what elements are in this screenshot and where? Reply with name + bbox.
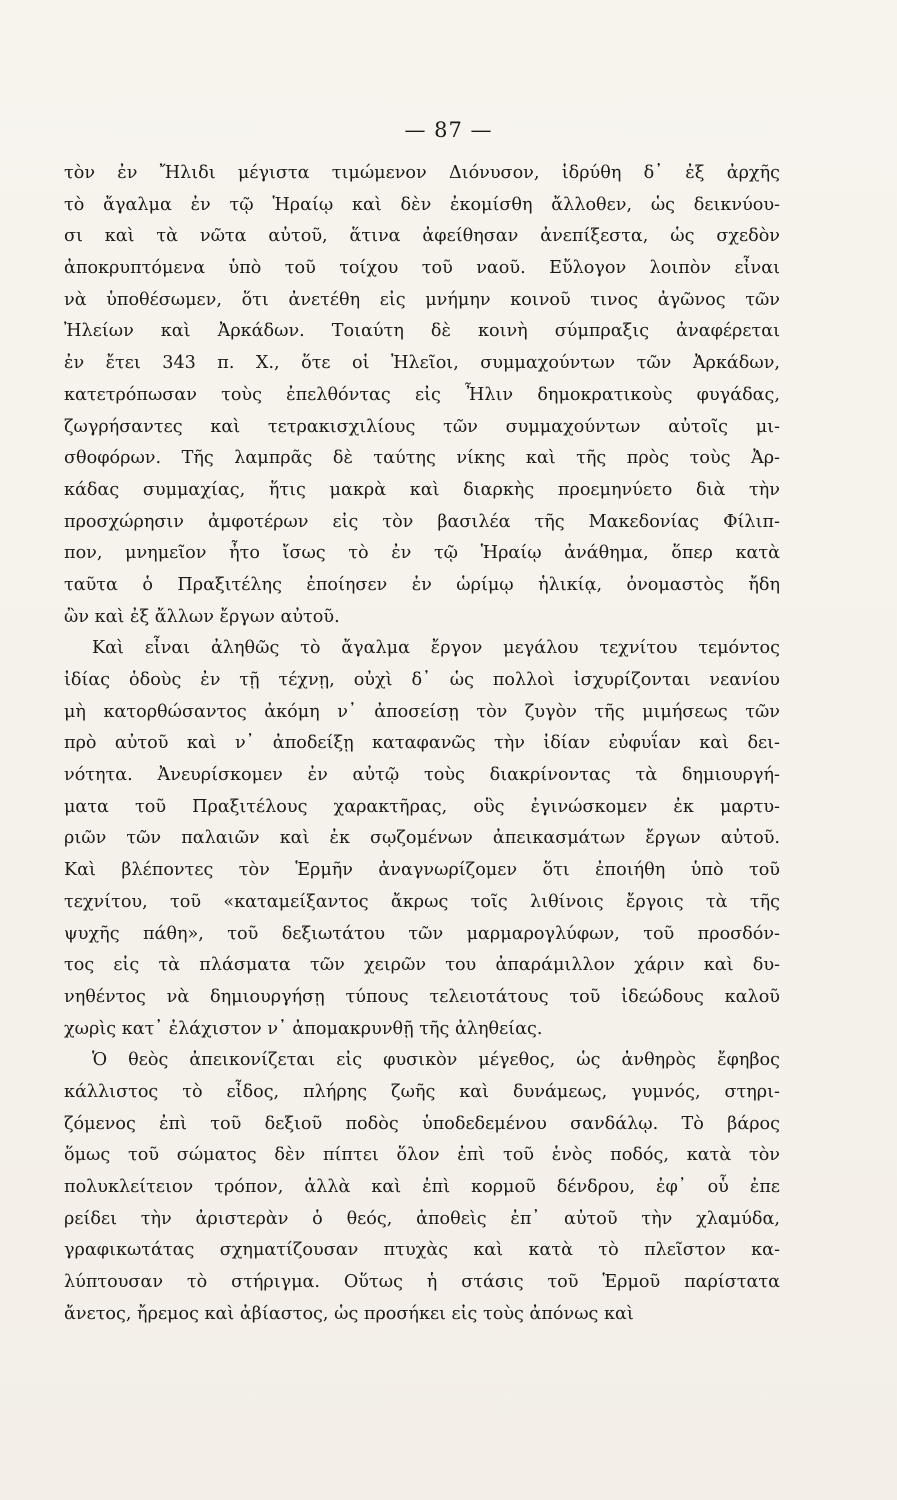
text-line: ρείδει τὴν ἀριστερὰν ὁ θεός, ἀποθεὶς ἐπ᾽ αὐτοῦ τὴν χλαμύδα,: [64, 1208, 780, 1229]
text-line: ὢν καὶ ἐξ ἄλλων ἔργων αὐτοῦ.: [64, 606, 340, 627]
text-line: νηθέντος νὰ δημιουργήσῃ τύπους τελειοτάτους τοῦ ἰδεώδους καλοῦ: [64, 986, 780, 1007]
paragraph: [64, 158, 780, 633]
text-line: ματα τοῦ Πραξιτέλους χαρακτῆρας, οὓς ἐγινώσκομεν ἐκ μαρτυ-: [64, 796, 780, 817]
text-line: Καὶ εἶναι ἀληθῶς τὸ ἄγαλμα ἔργον μεγάλου τεχνίτου τεμόντος: [92, 638, 780, 659]
text-line: προσχώρησιν ἀμφοτέρων εἰς τὸν βασιλέα τῆς Μακεδονίας Φίλιπ-: [64, 511, 780, 532]
text-line: νὰ ὑποθέσωμεν, ὅτι ἀνετέθη εἰς μνήμην κοινοῦ τινος ἀγῶνος τῶν: [64, 289, 780, 310]
text-line: ταῦτα ὁ Πραξιτέλης ἐποίησεν ἐν ὡρίμῳ ἡλικίᾳ, ὀνομαστὸς ἤδη: [64, 574, 780, 595]
text-line: νότητα. Ἀνευρίσκομεν ἐν αὐτῷ τοὺς διακρίνοντας τὰ δημιουργή-: [64, 765, 780, 786]
text-line: ἰδίας ὁδοὺς ἐν τῇ τέχνῃ, οὐχὶ δ᾽ ὡς πολλοὶ ἰσχυρίζονται νεανίου: [64, 670, 780, 690]
text-line: πολυκλείτειον τρόπον, ἀλλὰ καὶ ἐπὶ κορμοῦ δένδρου, ἐφ᾽ οὗ ἐπε: [64, 1177, 780, 1197]
page-number: — 87 —: [404, 118, 493, 142]
text-line: ψυχῆς πάθη», τοῦ δεξιωτάτου τῶν μαρμαρογλύφων, τοῦ προσδόν-: [64, 923, 780, 944]
text-line: κατετρόπωσαν τοὺς ἐπελθόντας εἰς Ἦλιν δημοκρατικοὺς φυγάδας,: [64, 384, 780, 405]
text-line: τος εἰς τὰ πλάσματα τῶν χειρῶν του ἀπαράμιλλον χάριν καὶ δυ-: [64, 955, 780, 976]
text-line: λύπτουσαν τὸ στήριγμα. Οὕτως ἡ στάσις τοῦ Ἑρμοῦ παρίστατα: [64, 1272, 780, 1293]
text-line: μὴ κατορθώσαντος ἀκόμη ν᾽ ἀποσείσῃ τὸν ζυγὸν τῆς μιμήσεως τῶν: [64, 701, 780, 722]
text-line: τὸν ἐν Ἤλιδι μέγιστα τιμώμενον Διόνυσον, ἱδρύθη δ᾽ ἐξ ἀρχῆς: [64, 163, 780, 183]
text-line: πρὸ αὐτοῦ καὶ ν᾽ ἀποδείξῃ καταφανῶς τὴν ἰδίαν εὐφυΐαν καὶ δει-: [64, 733, 780, 754]
text-line: ἐν ἔτει 343 π. Χ., ὅτε οἱ Ἠλεῖοι, συμμαχούντων τῶν Ἀρκάδων,: [64, 353, 780, 374]
text-line: ζωγρήσαντες καὶ τετρακισχιλίους τῶν συμμαχούντων αὐτοῖς μι-: [64, 416, 780, 437]
text-line: κάδας συμμαχίας, ἥτις μακρὰ καὶ διαρκὴς προεμηνύετο διὰ τὴν: [64, 479, 780, 500]
text-line: ριῶν τῶν παλαιῶν καὶ ἐκ σῳζομένων ἀπεικασμάτων ἔργων αὐτοῦ.: [64, 828, 780, 849]
text-line: Ὁ θεὸς ἀπεικονίζεται εἰς φυσικὸν μέγεθος, ὡς ἀνθηρὸς ἔφηβος: [92, 1050, 780, 1071]
text-line: Καὶ βλέποντες τὸν Ἑρμῆν ἀναγνωρίζομεν ὅτι ἐποιήθη ὑπὸ τοῦ: [64, 860, 780, 881]
body-text: [64, 158, 780, 1330]
text-line: γραφικωτάτας σχηματίζουσαν πτυχὰς καὶ κατὰ τὸ πλεῖστον κα-: [64, 1240, 780, 1261]
text-line: σθοφόρων. Τῆς λαμπρᾶς δὲ ταύτης νίκης καὶ τῆς πρὸς τοὺς Ἀρ-: [64, 448, 780, 469]
text-line: χωρὶς κατ᾽ ἐλάχιστον ν᾽ ἀπομακρυνθῇ τῆς ἀληθείας.: [64, 1018, 543, 1039]
text-line: ἄνετος, ἤρεμος καὶ ἀβίαστος, ὡς προσήκει εἰς τοὺς ἀπόνως καὶ: [64, 1303, 634, 1324]
paragraph: [64, 633, 780, 1045]
text-line: ὅμως τοῦ σώματος δὲν πίπτει ὅλον ἐπὶ τοῦ ἑνὸς ποδός, κατὰ τὸν: [64, 1145, 780, 1166]
text-line: πον, μνημεῖον ἦτο ἴσως τὸ ἐν τῷ Ἡραίῳ ἀνάθημα, ὅπερ κατὰ: [64, 543, 780, 564]
text-line: Ἠλείων καὶ Ἀρκάδων. Τοιαύτη δὲ κοινὴ σύμπραξις ἀναφέρεται: [64, 321, 780, 342]
text-line: τὸ ἄγαλμα ἐν τῷ Ἡραίῳ καὶ δὲν ἐκομίσθη ἄλλοθεν, ὡς δεικνύου-: [64, 194, 780, 215]
paragraph: [64, 1045, 780, 1330]
text-line: ἀποκρυπτόμενα ὑπὸ τοῦ τοίχου τοῦ ναοῦ. Εὔλογον λοιπὸν εἶναι: [64, 258, 780, 279]
text-line: κάλλιστος τὸ εἶδος, πλήρης ζωῆς καὶ δυνάμεως, γυμνός, στηρι-: [64, 1081, 780, 1102]
text-line: ζόμενος ἐπὶ τοῦ δεξιοῦ ποδὸς ὑποδεδεμένου σανδάλῳ. Τὸ βάρος: [64, 1113, 780, 1134]
text-line: τεχνίτου, τοῦ «καταμείξαντος ἄκρως τοῖς λιθίνοις ἔργοις τὰ τῆς: [64, 891, 780, 912]
text-line: σι καὶ τὰ νῶτα αὐτοῦ, ἅτινα ἀφείθησαν ἀνεπίξεστα, ὡς σχεδὸν: [64, 226, 780, 247]
